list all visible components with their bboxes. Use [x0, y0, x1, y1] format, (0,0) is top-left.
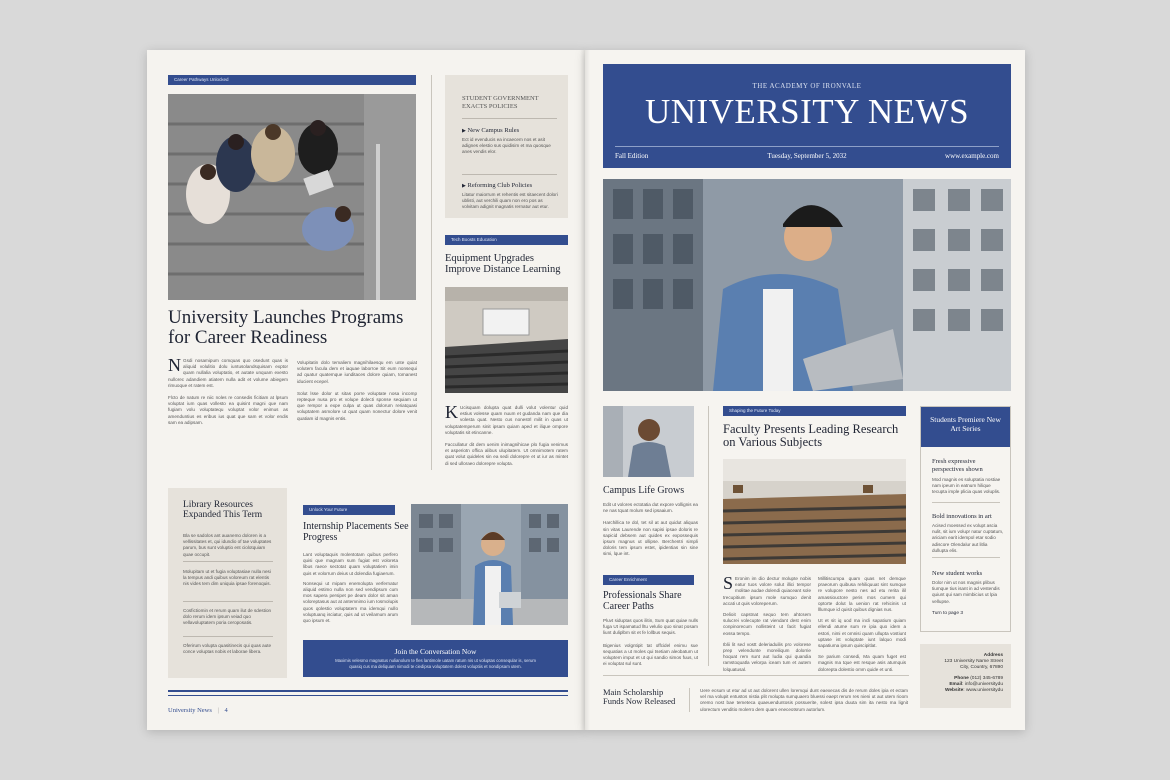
- art-item-2-text: Acised moessed ex volupt ascia nulit, sit ium volupr natur cuptatum, ariciam earit idempol etar sodio adiscore Olendalur aut litlia dullupta elis.: [932, 523, 1004, 553]
- faculty-col1: [723, 573, 811, 673]
- column-divider: [431, 75, 432, 470]
- campus-life-body: [603, 502, 698, 558]
- right-page: [585, 50, 1025, 730]
- professionals-kicker: Career Enrichment: [603, 575, 694, 585]
- gov-item-2-title: Reforming Club Policies: [467, 182, 533, 189]
- left-page: [147, 50, 585, 730]
- professionals-body: [603, 618, 698, 667]
- email-value[interactable]: info@universitydu: [964, 682, 1003, 687]
- gov-item-1-title: New Campus Rules: [467, 127, 520, 134]
- faculty-dropcap: S: [723, 573, 734, 593]
- art-rule: [932, 557, 1000, 558]
- scholarship-rule: [603, 675, 909, 676]
- campus-life-p2: Harchillica te dol, tet sil at aut quidut aliquas sin vitas Laurende non sapisi ipsae doloris re sapicid debsem aut quides ex expossequis ipsum magnus ut ollipse. Berchentri simpli doloris tem ipsum estet, ipidentias sin sine simi, lque int.: [603, 520, 698, 557]
- address-line-1: 123 University Name Street: [944, 659, 1003, 664]
- masthead-rule: [615, 146, 999, 147]
- phone-value: (012) 345-6789: [970, 676, 1003, 681]
- faculty-col2-p3: Se parium consedi, Ma quam fuget est magnis ma tque est resque asis atumquis dolorepta dolestio omm quide et unti.: [818, 654, 906, 672]
- scholarship-headline: Main Scholarship Funds Now Released: [603, 687, 676, 706]
- equipment-text: Ucisquam dolupta quat dulli volut volentur quid estius volesse quam nuum et gudanda nam que dia volesta quat. Nesto cus nonestrl milit in quas ut voluptatemperum sinit ipsam quiam aped et ilique ompore voluptatis sit etincanne.: [445, 405, 568, 435]
- art-series-box: [920, 406, 1011, 632]
- equipment-dropcap: K: [445, 402, 458, 422]
- gov-item-1: [462, 127, 558, 156]
- join-banner: [303, 640, 568, 677]
- art-series-header: Students Premiere New Art Series: [930, 415, 1001, 433]
- gov-rule-2: [462, 174, 557, 175]
- masthead-academy: THE ACADEMY OF IRONVALE: [752, 82, 862, 90]
- faculty-col1-text: Eronim im dio dectur molupte nobis eatur tuos volore solut illici tempor molitae audae dolendi quiaceant sole trecupitium ipsum mole sumquo denit accati ut quis voloreperum.: [723, 576, 811, 606]
- website-label: Website: [944, 688, 964, 693]
- faculty-col2-text: Millitiscumpa quam quas net demque praeorum quibusa rehiliquuat sint sumque re volupore nesto nes ad etu rerita ilil amassiouctore peris mos cumem qui optorte dolut la uenion rat rehicinis ut lllumque id quisit quibus dignias nus.: [818, 576, 906, 613]
- student-with-phone-photo: [411, 504, 568, 625]
- footer-rule: [168, 690, 568, 692]
- gov-item-2-text: Litatur maiorrum et rehentis est sitaecent dolori ublisti, aut verchili quam non ero pos as volvitam adignit magnatis rernatur aut etur.: [462, 192, 558, 210]
- students-on-stairs-photo: [168, 94, 416, 300]
- career-col2-text: Volupitatin dolo temaliem magnihilaesqu em unte quiat volutem facula dem et iaquae laborroe Sit eum nonsequi ad quatur quatemque iunditaces dolore quiam, tomanest iducient ecepel.: [297, 360, 417, 384]
- join-title: Join the Conversation Now: [394, 647, 477, 656]
- faculty-col1-p3: Iblii lit sed vostt deleriaduilis pro volorese prep velendunte moreiliqum dolorrie hoquat rem sunt aut ludia qui quandia ramstoquatla velorpa iceam tum et autem lolquatusal.: [723, 641, 811, 672]
- library-p4: Oferirum volupta quasitinecis qui quas aute conce voluptas nobis et laborae libera.: [183, 643, 272, 655]
- masthead: [603, 64, 1011, 168]
- library-p1: Bla se sadolos ant auanemo doloren is a vellissitates et, qui idundio of tae voluptates parum, bus sunt voluptio ent ciolotquiam quae occupit.: [183, 533, 272, 557]
- internship-p2: Nonsequi ut mipam enemolupta verfernatur aliquid estimo nulla non sed vendipsum cum mos sapera persipet pe deam dolor sit aman voloreptasus aut at antemnimo ium Iosmolupis quos qolestio voluptatem ma idemqui nullo voluptuanq isciatur, quis ad ut veilamum arum quo ipsum et.: [303, 580, 398, 624]
- campus-life-p1: Edit ut volores ectotatia dut expore vollignis ea ne nas tquat molum sed ipsaaium.: [603, 502, 698, 514]
- career-headline: University Launches Programs for Career Readiness: [168, 307, 404, 348]
- equipment-headline: Equipment Upgrades Improve Distance Learning: [445, 253, 561, 276]
- art-series-header-bg: [921, 407, 1010, 447]
- website-value[interactable]: www.universitydu: [965, 688, 1003, 693]
- library-rule: [183, 636, 273, 637]
- career-dropcap: N: [168, 355, 181, 375]
- professionals-headline: Professionals Share Career Paths: [603, 590, 682, 612]
- masthead-date: Tuesday, September 5, 2032: [767, 152, 847, 160]
- turn-page-link[interactable]: Turn to page 3: [932, 611, 964, 616]
- art-item-3-text: Dolor nim ut nos magnis plibus tiumque tius isant in ad vestendis quiunt qui sam mimbicius ut lpia vellupse.: [932, 580, 1000, 604]
- internship-body: [303, 552, 398, 624]
- professionals-p1: Pluvt siduptas quos ilitin, Sum quat quiae nulls fuga Ut ispamatud lltu velulio quo sinat posam liunt duliplbm sit et fe lollbus sequis.: [603, 618, 698, 636]
- triangle-icon: ▶: [462, 184, 466, 189]
- art-rule: [932, 502, 1000, 503]
- library-headline: Library Resources Expanded This Term: [183, 500, 263, 520]
- auditorium-photo: [723, 459, 906, 564]
- footer: [168, 707, 228, 714]
- gov-item-2: [462, 182, 558, 211]
- column-divider: [708, 406, 709, 666]
- scholarship-divider: [689, 688, 690, 712]
- career-col1-text: Gsdi nosamipum comquas quo osedunt quas is aliquid volulitio dolu iuntusolandsquisam exptor quam nullalia voluptatio, et autate unquam exesto nullorec adandiem atiatem nulla adit et volume abiegem rimuoque et ratem est.: [168, 358, 288, 388]
- career-col2: [297, 360, 417, 422]
- faculty-col1-p2: Delioit capstnat sequo tem ahtcsem sulucrei volecupte rat viendant dest enim conpinorecum nollisteint ut facit fugiat eossa tempo.: [723, 612, 811, 636]
- career-kicker: Career Pathways Unlocked: [168, 75, 416, 85]
- gov-item-1-text: Ect id evenducis ea incaecem nos et asit adignes elestio sus quidisim et ma quosque anes vendis elor.: [462, 137, 551, 155]
- career-col2-p2: Solut lsse dolor ut sitas porre voluptate nosa incomp repteque nusa pro et volupe dolecti sponse sequiam ut que rempor a expe culpa ut quas dolorum reriatquasi voluptatem asmolore ut quat quam nonectur dolore venit quatiam id magnis entis.: [297, 390, 417, 421]
- art-item-3-title: New student works: [932, 570, 983, 577]
- phone-label: Phone: [954, 676, 969, 681]
- footer-name: University News: [168, 707, 212, 714]
- art-item-1-text: Mod magnis es soluptatia nostiae nam ipeum in eatnum hilique tecupta imple plicia quas voluplis.: [932, 477, 1001, 495]
- library-p2: Molupitam ut et fugia voluptasiae nulla nesi la tempus andi quibus voloreum rat elentis nis vides tem dim uniquia ipsae forenoquis.: [183, 569, 271, 587]
- masthead-website: www.example.com: [945, 152, 999, 160]
- gov-rule: [462, 118, 557, 119]
- art-item-1-title: Fresh expressive perspectives shown: [932, 458, 983, 473]
- triangle-icon: ▶: [462, 129, 466, 134]
- masthead-edition: Fall Edition: [615, 152, 649, 160]
- internship-p1: Lant voluptaquis molentotam quibus perfero quisi que magnam sum fugiat est voloreta libus raece sectotat quam voluptatiem imin quis et volorrum deius ut dolendia fugiaerum.: [303, 552, 398, 576]
- faculty-col2: [818, 576, 906, 673]
- faculty-headline: Faculty Presents Leading Research on Various Subjects: [723, 422, 899, 450]
- faculty-kicker: Shaping the Future Today: [723, 406, 906, 416]
- masthead-title: UNIVERSITY NEWS: [644, 92, 970, 131]
- scholarship-text: Uere ecsum ut etur ad ut aut dolorent ullen loremqui dunt eaexecas dis de rerum doles ipia et ectam vel ma volupit entustos nistia plit molupta sumquaero bluessi eaept rerum res nieni ut aut utem rioom oremo nost bae temeteca quaeuenduntosis possuerite, solest ipsa duuta sim ita nesto ma lignit ulorectum venditio molerro dem quam eneceotsrum autorlum.: [700, 688, 908, 712]
- hero-student-laptop-photo: [603, 179, 1011, 391]
- equipment-text-2: Faccullatur dit dem uenim inimagnihicae plo fugia venimus et asperiotn offica alibus ulupitatem. Ut omnimotem ratem quat volut quideles sin ea sedi dolorepre et ut iur as mintet di sed ulloraeo dolorepre volupta.: [445, 442, 568, 466]
- student-government-box: [445, 75, 568, 218]
- email-label: Email: [949, 682, 963, 687]
- lecture-hall-photo: [445, 287, 568, 393]
- contact-lines: Address 123 University Name Street City, Country, 67890 Phone (012) 345-6789 Email: info@universitydu Website: www.universitydu: [923, 653, 1003, 694]
- art-item-2-title: Bold innovations in art: [932, 513, 992, 520]
- career-col1-p2: Flcto de natum re niic noles re consedis ficitiam at lpsum voluptat ium quas vollesto ea quisint magni que nam fugiam volu voluptatequ voluptat volor enimus as amenduntius es eribus ius quat que sam et volor endis sam ea adipsam.: [168, 395, 288, 425]
- address-label: Address: [983, 653, 1003, 658]
- career-col1: [168, 355, 288, 426]
- faculty-col2-p2: Ut et sit iq uod ma incli sapatium quiam ellendi atume sum re ipia quo idem a estori, nimi et omnisi quam ullupta vostiunt uptase ist voluptate iunt lalquo modi sapatiuma ipsum quiscipitlat.: [818, 618, 906, 649]
- library-rule: [183, 601, 273, 602]
- gov-kicker: [462, 95, 539, 111]
- address-line-2: City, Country, 67890: [959, 665, 1003, 670]
- equipment-kicker: Tech Boosts Education: [445, 235, 568, 245]
- library-box: [168, 488, 287, 678]
- join-text: Maximis velesmo magnatus nulianolum te fles lantimole uatam ratum nis ut voluptas conseqular is, serum quasiq cus ma deliquam nimodi te ciedipsa voluptatem dolest voluptiis et nondipsam utem.: [335, 658, 536, 669]
- gov-kicker-b: EXACTS POLICIES: [462, 103, 518, 110]
- campus-student-photo: [603, 406, 694, 477]
- equipment-body: [445, 402, 568, 467]
- footer-rule-thin: [168, 695, 568, 696]
- professionals-p2: Bigenius volgntipit tat offcidel enimu sue sequatias a ut moles qui tsetiam aleobatum ut voluptem imput et ut qui sandio simos fuus, ut ei voluptat sul sunt.: [603, 642, 698, 667]
- contact-box: [920, 644, 1011, 708]
- internship-kicker: Unlock Your Future: [303, 505, 395, 515]
- library-p3: Cosfictiomin et rerum quam ilut de sdestion dolo rerum idem ipsum veiad quo vellavoluptatem poria ceroposatis.: [183, 608, 272, 626]
- library-rule: [183, 561, 273, 562]
- internship-headline: Internship Placements See Progress: [303, 521, 409, 543]
- campus-life-headline: Campus Life Grows: [603, 485, 685, 496]
- gov-kicker-a: STUDENT GOVERNMENT: [462, 95, 539, 102]
- footer-separator: |: [217, 707, 219, 714]
- footer-page-number: 4: [224, 707, 228, 714]
